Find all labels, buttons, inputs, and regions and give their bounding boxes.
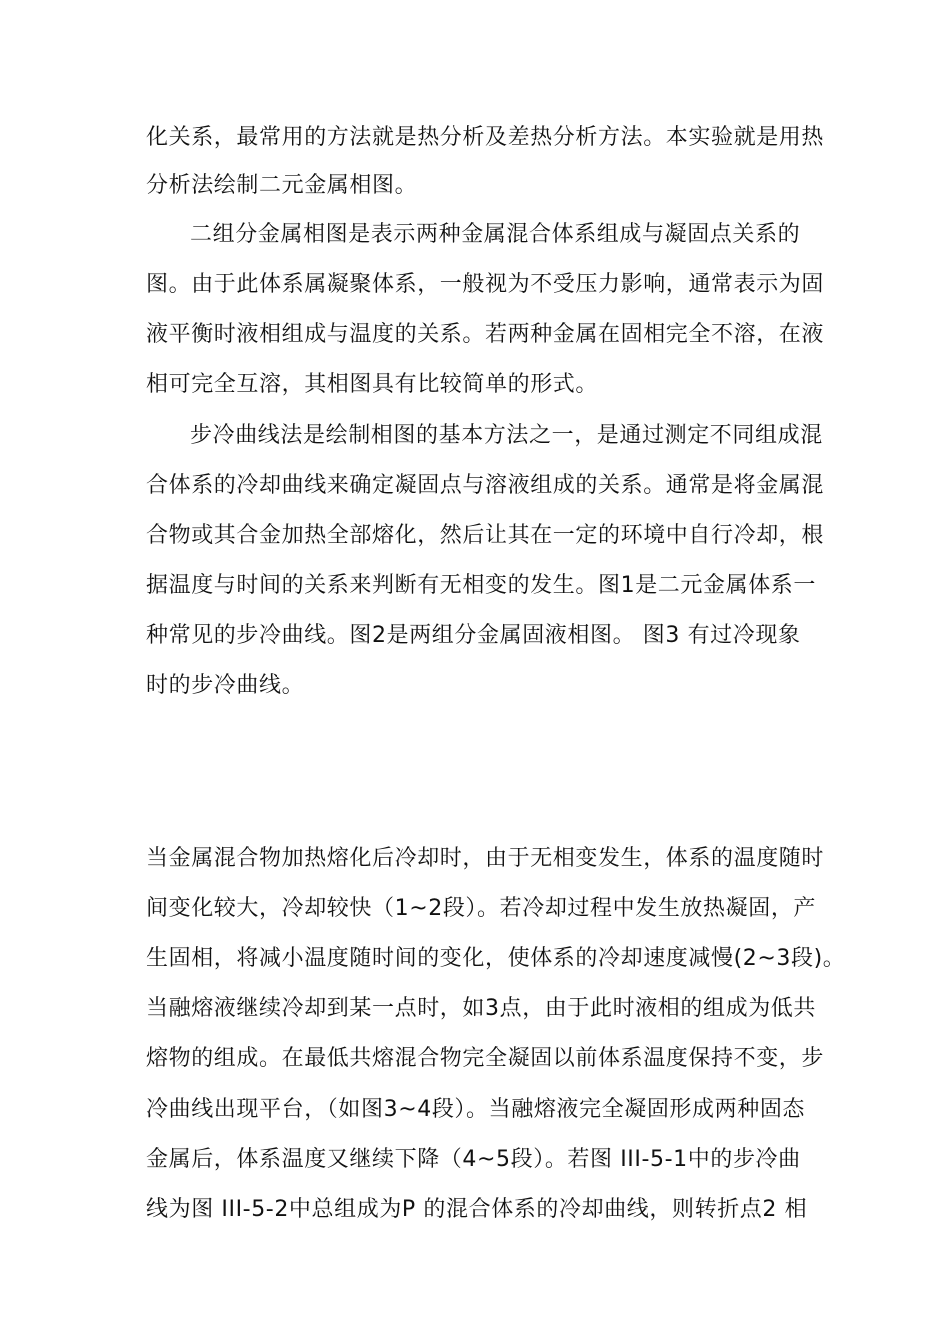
text-line: 分析法绘制二元金属相图。 (146, 173, 418, 198)
text-line: 熔物的组成。在最低共熔混合物完全凝固以前体系温度保持不变，步 (146, 1046, 825, 1071)
text-line: 液平衡时液相组成与温度的关系。若两种金属在固相完全不溶，在液 (146, 322, 825, 347)
text-line: 当融熔液继续冷却到某一点时，如3点，由于此时液相的组成为低共 (146, 996, 816, 1021)
text-line: 二组分金属相图是表示两种金属混合体系组成与凝固点关系的 (190, 222, 801, 247)
text-line: 种常见的步冷曲线。图2是两组分金属固液相图。 图3 有过冷现象 (146, 623, 801, 648)
text-line: 时的步冷曲线。 (146, 673, 305, 698)
text-line: 线为图 III-5-2中总组成为P 的混合体系的冷却曲线，则转折点2 相 (146, 1197, 808, 1222)
text-line: 生固相，将减小温度随时间的变化，使体系的冷却速度减慢(2~3段)。 (146, 946, 846, 971)
text-line: 图。由于此体系属凝聚体系，一般视为不受压力影响，通常表示为固 (146, 272, 825, 297)
text-line: 步冷曲线法是绘制相图的基本方法之一，是通过测定不同组成混 (190, 423, 823, 448)
text-line: 化关系，最常用的方法就是热分析及差热分析方法。本实验就是用热 (146, 125, 825, 150)
text-line: 间变化较大，冷却较快（1~2段）。若冷却过程中发生放热凝固，产 (146, 896, 817, 921)
text-line: 合体系的冷却曲线来确定凝固点与溶液组成的关系。通常是将金属混 (146, 473, 825, 498)
text-line: 相可完全互溶，其相图具有比较简单的形式。 (146, 372, 599, 397)
text-line: 当金属混合物加热熔化后冷却时，由于无相变发生，体系的温度随时 (146, 846, 825, 871)
text-line: 金属后，体系温度又继续下降（4~5段）。若图 III-5-1中的步冷曲 (146, 1147, 801, 1172)
text-line: 据温度与时间的关系来判断有无相变的发生。图1是二元金属体系一 (146, 573, 816, 598)
text-line: 冷曲线出现平台，（如图3~4段）。当融熔液完全凝固形成两种固态 (146, 1097, 806, 1122)
text-line: 合物或其合金加热全部熔化，然后让其在一定的环境中自行冷却，根 (146, 523, 825, 548)
